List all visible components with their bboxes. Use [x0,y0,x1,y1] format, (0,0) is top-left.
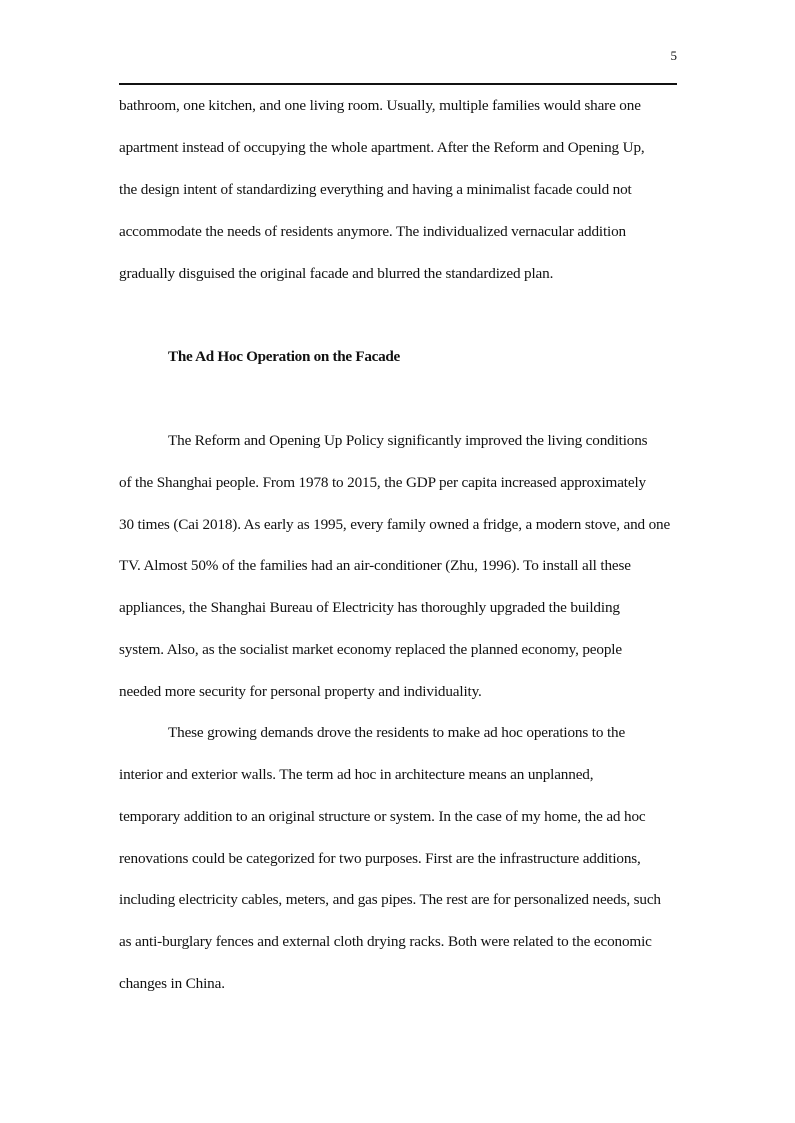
body-line: 30 times (Cai 2018). As early as 1995, every family owned a fridge, a modern stove, and one [119,516,671,533]
body-line: apartment instead of occupying the whole apartment. After the Reform and Opening Up, [119,139,645,156]
body-line: changes in China. [119,975,225,992]
body-line: accommodate the needs of residents anymore. The individualized vernacular addition [119,223,626,240]
body-line: interior and exterior walls. The term ad hoc in architecture means an unplanned, [119,766,594,783]
header-rule [119,83,677,85]
body-line: temporary addition to an original structure or system. In the case of my home, the ad hoc [119,808,646,825]
body-line: These growing demands drove the residents to make ad hoc operations to the [168,724,626,741]
page-number: 5 [670,48,677,63]
body-line: appliances, the Shanghai Bureau of Electricity has thoroughly upgraded the building [119,599,620,616]
body-line: bathroom, one kitchen, and one living room. Usually, multiple families would share one [119,97,641,114]
body-line: as anti-burglary fences and external cloth drying racks. Both were related to the economic [119,933,652,950]
body-line: renovations could be categorized for two purposes. First are the infrastructure additions, [119,850,641,867]
body-line: the design intent of standardizing everything and having a minimalist facade could not [119,181,632,198]
body-line: including electricity cables, meters, and gas pipes. The rest are for personalized needs, such [119,891,661,908]
section-heading: The Ad Hoc Operation on the Facade [168,348,400,365]
body-line: TV. Almost 50% of the families had an air-conditioner (Zhu, 1996). To install all these [119,557,631,574]
body-line: of the Shanghai people. From 1978 to 2015, the GDP per capita increased approximately [119,474,646,491]
body-line: gradually disguised the original facade and blurred the standardized plan. [119,265,554,282]
body-line: The Reform and Opening Up Policy significantly improved the living conditions [168,432,648,449]
body-line: system. Also, as the socialist market economy replaced the planned economy, people [119,641,622,658]
body-line: needed more security for personal property and individuality. [119,683,482,700]
